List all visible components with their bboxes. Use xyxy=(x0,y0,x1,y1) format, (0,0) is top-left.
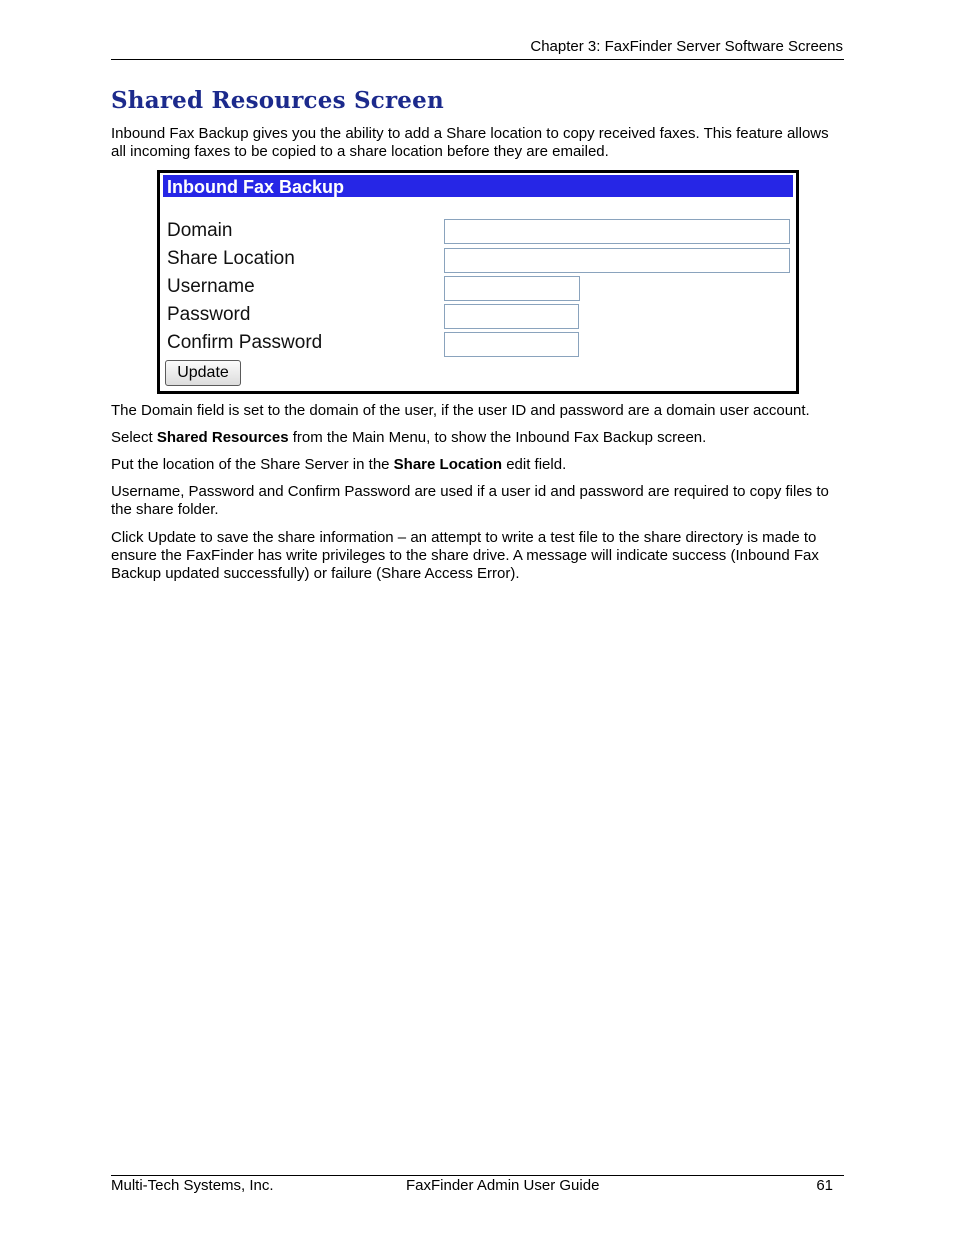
location-text-after: edit field. xyxy=(502,456,567,473)
share-location-label: Share Location xyxy=(167,248,295,269)
update-paragraph: Click Update to save the share information – an attempt to write a test file to the share directory is made to ensure the FaxFinder has write privileges to the share drive. A message will indicate success (Inbound Fax Backup updated successfully) or failure (Share Access Error). xyxy=(111,529,819,582)
location-text-before: Put the location of the Share Server in the xyxy=(111,456,394,473)
select-paragraph xyxy=(111,429,846,447)
confirm-password-input[interactable] xyxy=(444,332,579,357)
footer-company: Multi-Tech Systems, Inc. xyxy=(111,1177,274,1194)
share-location-input[interactable] xyxy=(444,248,790,273)
location-text-bold: Share Location xyxy=(393,456,503,473)
footer-guide-title: FaxFinder Admin User Guide xyxy=(406,1177,600,1194)
section-title: Shared Resources Screen xyxy=(111,87,444,114)
form-header-bar xyxy=(163,175,793,197)
share-location-paragraph xyxy=(111,456,846,474)
header-rule xyxy=(111,59,844,60)
username-label: Username xyxy=(167,276,255,297)
username-input[interactable] xyxy=(444,276,580,301)
select-text-bold: Shared Resources xyxy=(156,429,289,446)
inbound-fax-backup-form xyxy=(157,170,799,394)
footer-rule xyxy=(111,1175,844,1176)
domain-paragraph: The Domain field is set to the domain of the user, if the user ID and password are a domain user account. xyxy=(111,402,810,419)
select-text-after: from the Main Menu, to show the Inbound Fax Backup screen. xyxy=(288,429,707,446)
update-button[interactable]: Update xyxy=(165,360,241,386)
form-title: Inbound Fax Backup xyxy=(167,177,345,197)
select-text-before: Select xyxy=(111,429,157,446)
confirm-password-label: Confirm Password xyxy=(167,332,323,353)
credentials-paragraph: Username, Password and Confirm Password are used if a user id and password are required to copy files to the share folder. xyxy=(111,483,829,518)
domain-input[interactable] xyxy=(444,219,790,244)
domain-label: Domain xyxy=(167,220,233,241)
password-label: Password xyxy=(167,304,251,325)
page-number: 61 xyxy=(816,1177,833,1194)
running-header: Chapter 3: FaxFinder Server Software Screens xyxy=(530,38,843,55)
password-input[interactable] xyxy=(444,304,579,329)
intro-paragraph: Inbound Fax Backup gives you the ability to add a Share location to copy received faxes. This feature allows all incoming faxes to be copied to a share location before they are emailed. xyxy=(111,125,829,160)
